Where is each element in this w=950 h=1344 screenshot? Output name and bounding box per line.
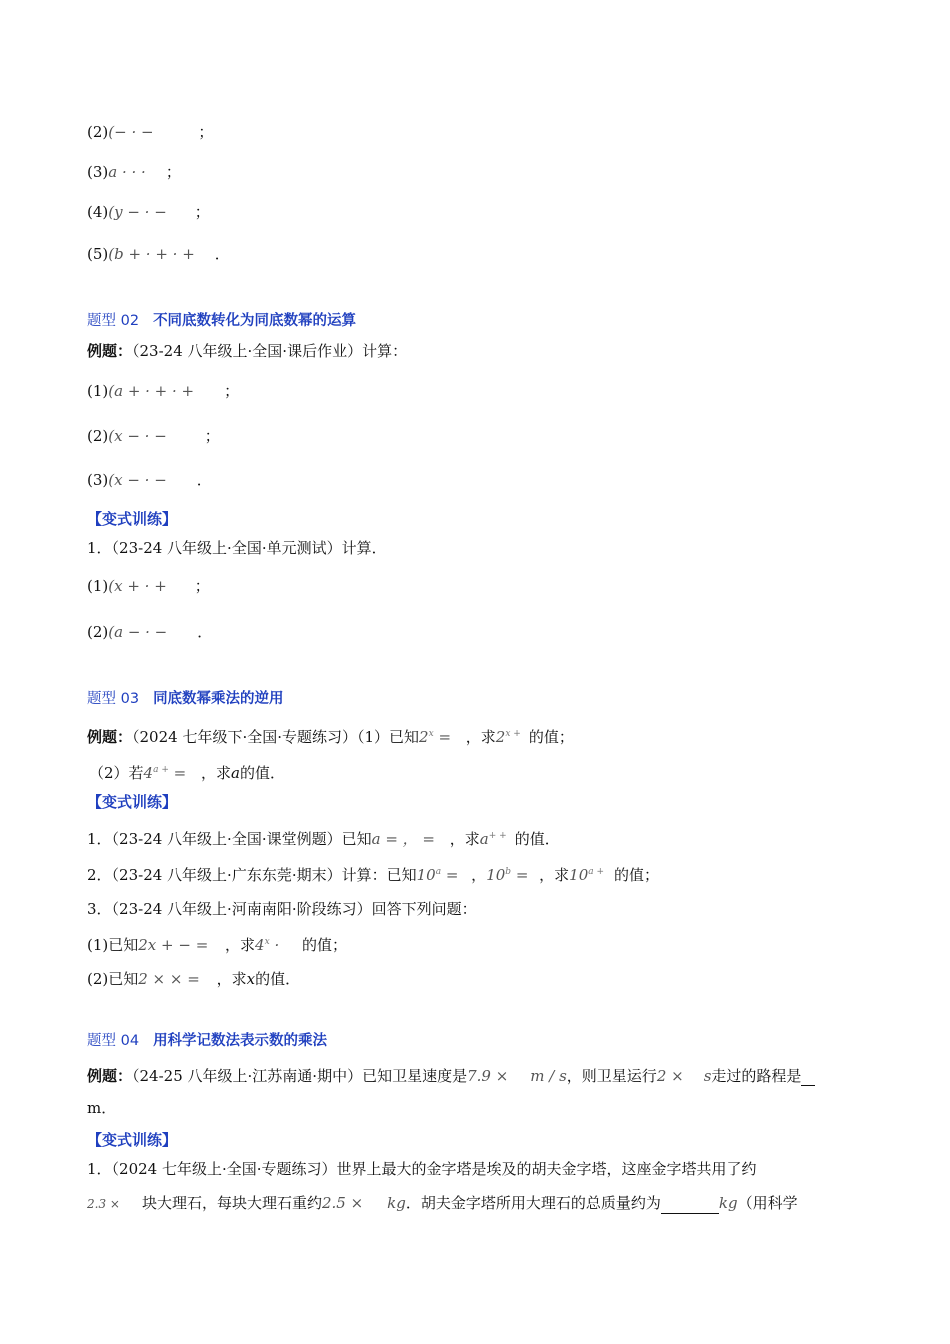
punctuation: ； [165, 163, 181, 181]
variant-text: ，求 [539, 866, 570, 884]
math-expression: (a + · + · + [108, 382, 195, 400]
math-expression: (x − · − [108, 471, 167, 489]
superscript: + + [488, 831, 507, 841]
variant-training-label: 【变式训练】 [87, 510, 178, 528]
variant-text: ，求 [449, 830, 480, 848]
answer-blank[interactable] [801, 1069, 815, 1086]
math-expression: = [168, 764, 191, 782]
problem-line [87, 202, 210, 222]
unit: m / s [530, 1067, 567, 1085]
math-expression: 4 [255, 936, 265, 954]
variant-text: 的值． [514, 830, 560, 848]
unit: kg [718, 1194, 738, 1212]
variant-item-continued [87, 1193, 798, 1214]
superscript: x + [505, 729, 521, 739]
math-expression: a [371, 830, 381, 848]
superscript: x [428, 729, 434, 739]
variant-text: （用科学 [737, 1194, 798, 1212]
math-expression: 10 [569, 866, 589, 884]
math-expression: · [269, 936, 284, 954]
math-expression: 2x + − = [138, 936, 214, 954]
example-text: ，则卫星运行 [566, 1067, 657, 1085]
problem-number: (4) [87, 203, 109, 221]
variable: x [246, 970, 256, 988]
math-expression: a · · · [108, 163, 146, 181]
problem-line [87, 122, 213, 142]
example-label: 例题： [87, 1067, 133, 1085]
punctuation: ； [204, 427, 220, 445]
variant-item [87, 826, 560, 849]
math-expression: = [441, 866, 464, 884]
math-expression: = [433, 728, 456, 746]
problem-line [87, 576, 210, 596]
variant-text: ．胡夫金字塔所用大理石的总质量约为 [405, 1194, 661, 1212]
section-heading [87, 689, 284, 709]
problem-line [87, 932, 347, 955]
math-expression: 10 [486, 866, 506, 884]
math-expression: 2.3 × [87, 1197, 120, 1211]
example-text: （2）若 [89, 764, 144, 782]
problem-text: ，求 [225, 936, 256, 954]
problem-line [87, 381, 239, 401]
math-expression: 2 [419, 728, 429, 746]
superscript: a + [588, 867, 605, 877]
variant-item: 3．（23-24 八年级上·河南南阳·阶段练习）回答下列问题： [87, 900, 477, 918]
example-text: ，求 [200, 764, 231, 782]
problem-number: (2) [87, 123, 109, 141]
example-text: 的值． [239, 764, 285, 782]
variant-training-label: 【变式训练】 [87, 793, 178, 811]
punctuation: ． [197, 623, 213, 641]
problem-line [87, 162, 181, 182]
math-expression: 10 [416, 866, 436, 884]
problem-number: (2) [87, 427, 109, 445]
section-number: 题型 04 [87, 1033, 140, 1049]
variant-item: 1．（2024 七年级上·全国·专题练习）世界上最大的金字塔是埃及的胡夫金字塔，这座金字塔共用了约 [87, 1160, 757, 1178]
superscript: a [435, 867, 442, 877]
problem-line [87, 969, 300, 989]
math-expression: 2 × [656, 1067, 684, 1085]
math-expression: 2 × × = [138, 970, 205, 988]
problem-number: (2) [87, 623, 109, 641]
math-expression: (y − · − [108, 203, 167, 221]
example-line [87, 341, 407, 361]
problem-number: (3) [87, 163, 109, 181]
math-expression: (b + · + · + [108, 245, 195, 263]
math-expression: (x − · − [108, 427, 167, 445]
math-expression: = [511, 866, 534, 884]
math-expression: 2 [495, 728, 506, 746]
punctuation: ； [224, 382, 240, 400]
punctuation: ． [196, 471, 212, 489]
problem-text: ，求 [216, 970, 247, 988]
variant-text: ， [471, 866, 487, 884]
variant-text: 块大理石，每块大理石重约 [141, 1194, 322, 1212]
section-number: 题型 02 [87, 313, 140, 329]
math-expression: 2.5 × [321, 1194, 364, 1212]
example-label: 例题： [87, 728, 133, 746]
problem-text: (1)已知 [87, 936, 139, 954]
problem-number: (1) [87, 382, 109, 400]
variant-text: 1．（23-24 八年级上·全国·课堂例题）已知 [87, 830, 372, 848]
math-expression: 7.9 × [467, 1067, 509, 1085]
example-text: ，求 [465, 728, 496, 746]
problem-number: (3) [87, 471, 109, 489]
variant-training-label: 【变式训练】 [87, 1131, 178, 1149]
variant-text: 2．（23-24 八年级上·广东东莞·期末）计算：已知 [87, 866, 417, 884]
math-expression: 4 [143, 764, 154, 782]
problem-text: 的值． [255, 970, 301, 988]
section-heading [87, 1031, 327, 1051]
variant-item [87, 862, 659, 885]
unit: s [703, 1067, 712, 1085]
section-title: 不同底数转化为同底数幂的运算 [153, 313, 357, 329]
math-expression: (− · − [108, 123, 159, 141]
example-text: （2024 七年级下·全国·专题练习）（1）已知 [132, 728, 420, 746]
example-text: （24-25 八年级上·江苏南通·期中）已知卫星速度是 [132, 1067, 468, 1085]
section-title: 用科学记数法表示数的乘法 [153, 1033, 328, 1049]
punctuation: ． [214, 245, 230, 263]
punctuation: ； [194, 577, 210, 595]
problem-text: 的值； [301, 936, 347, 954]
problem-line [87, 426, 220, 446]
section-number: 题型 03 [87, 691, 140, 707]
problem-line [87, 622, 212, 642]
superscript: a + [153, 765, 169, 775]
example-line [87, 724, 574, 747]
math-expression: (x + · + [108, 577, 167, 595]
unit: kg [387, 1194, 406, 1212]
example-line-continued: m． [87, 1099, 117, 1117]
punctuation: ； [198, 123, 214, 141]
example-label: 例题： [87, 342, 133, 360]
variable: a [231, 764, 240, 782]
section-heading [87, 311, 356, 331]
punctuation: ； [194, 203, 210, 221]
example-text: 走过的路程是 [711, 1067, 802, 1085]
math-expression: a [479, 830, 489, 848]
example-line [89, 760, 285, 783]
answer-blank[interactable] [661, 1197, 719, 1214]
superscript: b [505, 867, 512, 877]
variant-item: 1．（23-24 八年级上·全国·单元测试）计算． [87, 539, 387, 557]
problem-line [87, 244, 230, 264]
math-expression: = ， = [380, 830, 440, 848]
problem-line [87, 470, 212, 490]
example-text: 的值； [528, 728, 574, 746]
problem-number: (1) [87, 577, 109, 595]
example-text: （23-24 八年级上·全国·课后作业）计算： [132, 342, 408, 360]
problem-number: (5) [87, 245, 109, 263]
superscript: x [264, 937, 270, 947]
math-expression: (a − · − [108, 623, 168, 641]
section-title: 同底数幂乘法的逆用 [153, 691, 284, 707]
problem-text: (2)已知 [87, 970, 139, 988]
example-line [87, 1066, 815, 1086]
variant-text: 的值； [614, 866, 660, 884]
